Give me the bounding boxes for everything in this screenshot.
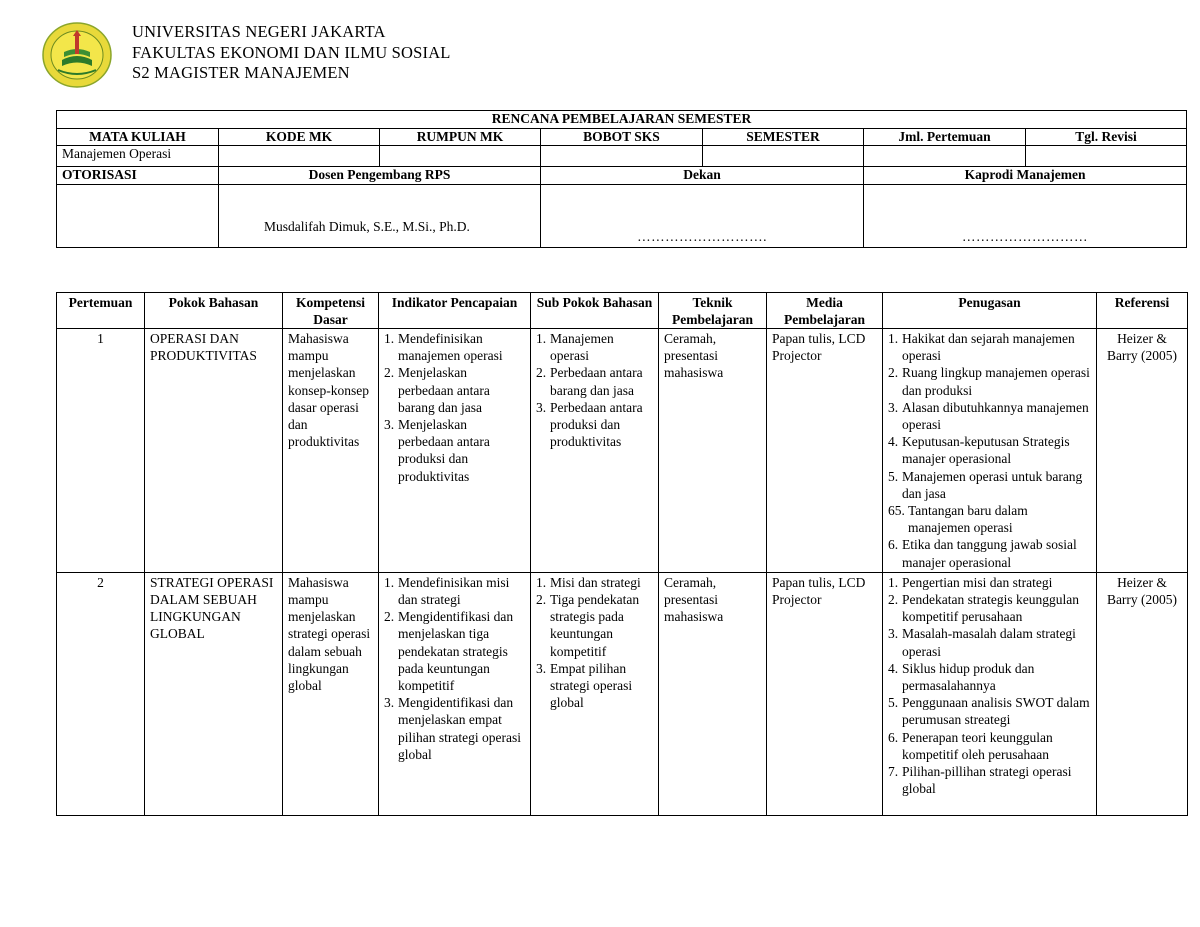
pokok-bahasan-cell: OPERASI DAN PRODUKTIVITAS (145, 329, 283, 573)
program-name: S2 MAGISTER MANAJEMEN (132, 63, 350, 82)
list-item: 3. Menjelaskan perbedaan antara produksi dan produktivitas (384, 417, 490, 484)
list-item: 1. Mendefinisikan manajemen operasi (384, 331, 503, 364)
bobot-sks-value (541, 146, 703, 167)
signature-row (57, 184, 1187, 247)
rumpun-mk-value (380, 146, 541, 167)
otorisasi-row (57, 167, 1187, 185)
col-bobot-sks: BOBOT SKS (541, 128, 703, 146)
list-item: 1. Manajemen operasi (536, 331, 614, 364)
list-item: 6. Penerapan teori keunggulan kompetitif oleh perusahaan (888, 729, 1053, 762)
list-item: 2. Pendekatan strategis keunggulan kompetitif perusahaan (888, 592, 1079, 625)
list-item: 1. Hakikat dan sejarah manajemen operasi (888, 331, 1075, 364)
detail-header-row (57, 293, 1188, 329)
mata-kuliah-value: Manajemen Operasi (57, 146, 219, 167)
university-logo (42, 22, 112, 88)
list-item: 2. Ruang lingkup manajemen operasi dan produksi (888, 365, 1090, 398)
table-row (57, 329, 1188, 573)
referensi-cell: Heizer & Barry (2005) (1097, 329, 1188, 573)
jml-pertemuan-value (864, 146, 1026, 167)
kompetensi-cell: Mahasiswa mampu menjelaskan konsep-konsep dasar operasi dan produktivitas (283, 329, 379, 573)
referensi-cell: Heizer & Barry (2005) (1097, 572, 1188, 815)
kompetensi-cell: Mahasiswa mampu menjelaskan strategi operasi dalam sebuah lingkungan global (283, 572, 379, 815)
tgl-revisi-value (1026, 146, 1187, 167)
list-item: 3. Perbedaan antara produksi dan produktivitas (536, 399, 643, 450)
rps-title: RENCANA PEMBELAJARAN SEMESTER (57, 111, 1187, 129)
pertemuan-cell: 1 (57, 329, 145, 573)
dekan-label: Dekan (541, 167, 864, 185)
kaprodi-signature: ……………………… (864, 184, 1187, 247)
hdr-indikator-pencapaian: Indikator Pencapaian (379, 293, 531, 329)
col-jml-pertemuan: Jml. Pertemuan (864, 128, 1026, 146)
list-item: 3. Mengidentifikasi dan menjelaskan empat pilihan strategi operasi global (384, 695, 521, 762)
hdr-sub-pokok-bahasan: Sub Pokok Bahasan (531, 293, 659, 329)
list-item: 5. Penggunaan analisis SWOT dalam perumusan streategi (888, 695, 1090, 728)
col-tgl-revisi: Tgl. Revisi (1026, 128, 1187, 146)
hdr-teknik-pembelajaran: Teknik Pembelajaran (659, 293, 767, 329)
col-kode-mk: KODE MK (219, 128, 380, 146)
media-cell: Papan tulis, LCD Projector (767, 329, 883, 573)
col-semester: SEMESTER (703, 128, 864, 146)
list-item: 2. Tiga pendekatan strategis pada keuntungan kompetitif (536, 592, 640, 659)
sub-pokok-cell (531, 572, 659, 815)
list-item: 1. Pengertian misi dan strategi (888, 574, 1053, 590)
rps-values-row (57, 146, 1187, 167)
kaprodi-label: Kaprodi Manajemen (864, 167, 1187, 185)
rps-detail-table (56, 292, 1188, 816)
hdr-pertemuan: Pertemuan (57, 293, 145, 329)
institution-header (132, 22, 451, 84)
rps-column-headers (57, 128, 1187, 146)
dekan-signature: ………………………. (541, 184, 864, 247)
list-item: 65. Tantangan baru dalam manajemen operasi (888, 503, 1028, 536)
list-item: 6. Etika dan tanggung jawab sosial manajer operasional (888, 537, 1077, 570)
hdr-kompetensi-dasar: Kompetensi Dasar (283, 293, 379, 329)
indikator-cell (379, 329, 531, 573)
list-item: 2. Perbedaan antara barang dan jasa (536, 365, 643, 398)
hdr-referensi: Referensi (1097, 293, 1188, 329)
dosen-label: Dosen Pengembang RPS (219, 167, 541, 185)
list-item: 3. Masalah-masalah dalam strategi operasi (888, 626, 1076, 659)
list-item: 4. Siklus hidup produk dan permasalahannya (888, 660, 1035, 694)
pokok-bahasan-cell: STRATEGI OPERASI DALAM SEBUAH LINGKUNGAN GLOBAL (145, 572, 283, 815)
list-item: 7. Pilihan-pillihan strategi operasi global (888, 764, 1072, 797)
indikator-cell (379, 572, 531, 815)
hdr-pokok-bahasan: Pokok Bahasan (145, 293, 283, 329)
teknik-cell: Ceramah, presentasi mahasiswa (659, 329, 767, 573)
list-item: 3. Empat pilihan strategi operasi global (536, 660, 633, 711)
pertemuan-cell: 2 (57, 572, 145, 815)
hdr-media-pembelajaran: Media Pembelajaran (767, 293, 883, 329)
list-item: 2. Mengidentifikasi dan menjelaskan tiga pendekatan strategis pada keuntungan kompetitif (384, 609, 514, 694)
rps-summary-table (56, 110, 1187, 248)
col-mata-kuliah: MATA KULIAH (57, 128, 219, 146)
semester-value (703, 146, 864, 167)
penugasan-cell (883, 572, 1097, 815)
sub-pokok-cell (531, 329, 659, 573)
faculty-name: FAKULTAS EKONOMI DAN ILMU SOSIAL (132, 42, 451, 62)
list-item: 2. Menjelaskan perbedaan antara barang dan jasa (384, 365, 490, 415)
list-item: 1. Mendefinisikan misi dan strategi (384, 574, 510, 608)
signature-spacer (57, 184, 219, 247)
table-row (57, 572, 1188, 815)
list-item: 1. Misi dan strategi (536, 574, 641, 590)
list-item: 5. Manajemen operasi untuk barang dan jasa (888, 468, 1083, 501)
dosen-name: Musdalifah Dimuk, S.E., M.Si., Ph.D. (219, 184, 541, 247)
teknik-cell: Ceramah, presentasi mahasiswa (659, 572, 767, 815)
media-cell: Papan tulis, LCD Projector (767, 572, 883, 815)
list-item: 3. Alasan dibutuhkannya manajemen operasi (888, 399, 1089, 433)
penugasan-cell (883, 329, 1097, 573)
otorisasi-label: OTORISASI (57, 167, 219, 185)
university-name: UNIVERSITAS NEGERI JAKARTA (132, 22, 386, 41)
hdr-penugasan: Penugasan (883, 293, 1097, 329)
col-rumpun-mk: RUMPUN MK (380, 128, 541, 146)
kode-mk-value (219, 146, 380, 167)
list-item: 4. Keputusan-keputusan Strategis manajer operasional (888, 434, 1070, 467)
